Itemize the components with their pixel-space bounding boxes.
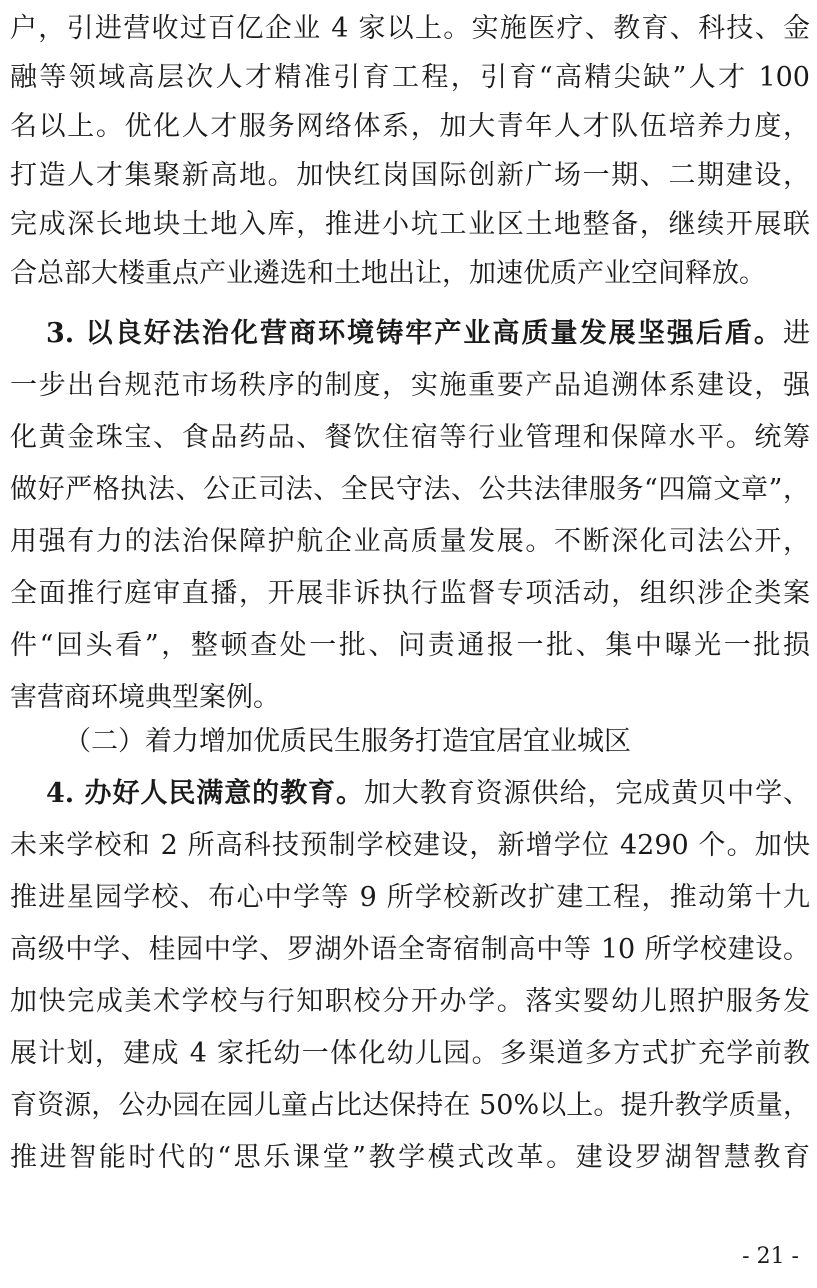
paragraph-line: 一步出台规范市场秩序的制度，实施重要产品追溯体系建设，强 — [10, 370, 810, 401]
item-4-first-line — [46, 768, 810, 820]
paragraph-line: 名以上。优化人才服务网络体系，加大青年人才队伍培养力度， — [10, 111, 810, 142]
section-heading: （二）着力增加优质民生服务打造宜居宜业城区 — [64, 726, 631, 757]
paragraph-line: 育资源，公办园在园儿童占比达保持在 50%以上。提升教学质量， — [10, 1090, 810, 1121]
page-number: - 21 - — [742, 1244, 799, 1269]
paragraph-line: 加快完成美术学校与行知职校分开办学。落实婴幼儿照护服务发 — [10, 986, 810, 1017]
paragraph-line: 未来学校和 2 所高科技预制学校建设，新增学位 4290 个。加快 — [10, 830, 810, 861]
paragraph-line: 用强有力的法治保障护航企业高质量发展。不断深化司法公开， — [10, 526, 810, 557]
paragraph-line: 展计划，建成 4 家托幼一体化幼儿园。多渠道多方式扩充学前教 — [10, 1038, 810, 1069]
item-3-title: 3. 以良好法治化营商环境铸牢产业高质量发展坚强后盾。 — [46, 318, 783, 349]
paragraph-line: 融等领域高层次人才精准引育工程，引育“高精尖缺”人才 100 — [10, 62, 810, 93]
paragraph-line: 推进星园学校、布心中学等 9 所学校新改扩建工程，推动第十九 — [10, 882, 810, 913]
item-3-first-line — [46, 308, 810, 360]
paragraph-line: 合总部大楼重点产业遴选和土地出让，加速优质产业空间释放。 — [10, 258, 766, 289]
paragraph-line: 做好严格执法、公正司法、全民守法、公共法律服务“四篇文章”， — [10, 474, 810, 505]
paragraph-line: 高级中学、桂园中学、罗湖外语全寄宿制高中等 10 所学校建设。 — [10, 934, 810, 965]
paragraph-line: 户，引进营收过百亿企业 4 家以上。实施医疗、教育、科技、金 — [10, 13, 810, 44]
paragraph-line: 打造人才集聚新高地。加快红岗国际创新广场一期、二期建设， — [10, 160, 810, 191]
paragraph-line: 害营商环境典型案例。 — [10, 682, 280, 713]
item-4-text-start: 加大教育资源供给，完成黄贝中学、 — [363, 778, 810, 809]
paragraph-line: 件“回头看”，整顿查处一批、问责通报一批、集中曝光一批损 — [10, 630, 810, 661]
paragraph-line: 完成深长地块土地入库，推进小坑工业区土地整备，继续开展联 — [10, 209, 810, 240]
item-3-text-start: 进 — [783, 318, 810, 349]
paragraph-line: 推进智能时代的“思乐课堂”教学模式改革。建设罗湖智慧教育 — [10, 1142, 810, 1173]
item-4-title: 4. 办好人民满意的教育。 — [46, 778, 364, 809]
paragraph-line: 化黄金珠宝、食品药品、餐饮住宿等行业管理和保障水平。统筹 — [10, 422, 810, 453]
paragraph-line: 全面推行庭审直播，开展非诉执行监督专项活动，组织涉企类案 — [10, 578, 810, 609]
